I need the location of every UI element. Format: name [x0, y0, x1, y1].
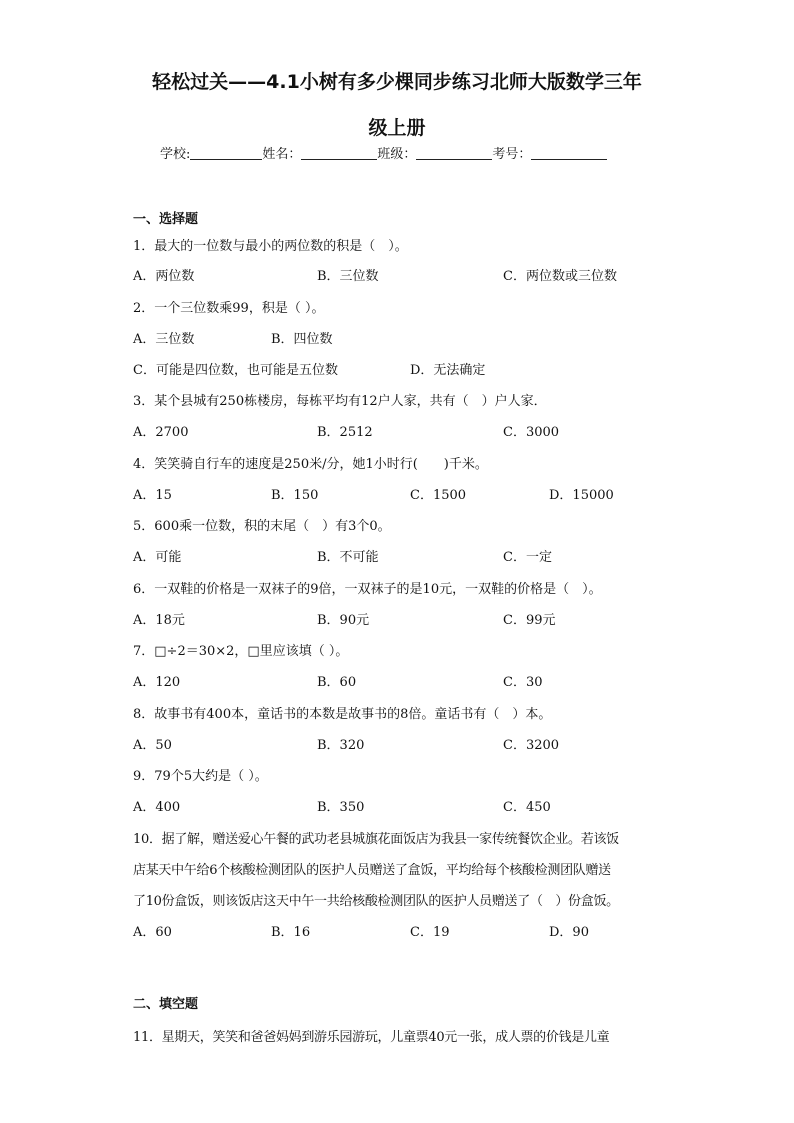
school-field[interactable] — [190, 146, 262, 160]
question-1: 1．最大的一位数与最小的两位数的积是（ ）。 — [133, 239, 408, 254]
q10-option-d[interactable]: D．90 — [549, 925, 589, 940]
class-label: 班级： — [377, 147, 417, 162]
section-choice-title: 一、选择题 — [133, 212, 199, 227]
q2-option-a[interactable]: A．三位数 — [133, 332, 195, 347]
question-3: 3．某个县城有250栋楼房，每栋平均有12户人家，共有（ ）户人家． — [133, 394, 547, 409]
number-field[interactable] — [531, 146, 607, 160]
q2-option-c[interactable]: C．可能是四位数，也可能是五位数 — [133, 363, 338, 378]
q3-option-b[interactable]: B．2512 — [317, 425, 373, 440]
q5-option-a[interactable]: A．可能 — [133, 550, 182, 565]
q1-option-a[interactable]: A．两位数 — [133, 269, 195, 284]
number-label: 考号： — [492, 147, 532, 162]
question-10-line3: 了10份盒饭，则该饭店这天中午一共给核酸检测团队的医护人员赠送了（ ）份盒饭。 — [133, 894, 619, 909]
question-10-line1: 10．据了解，赠送爱心午餐的武功老县城旗花面饭店为我县一家传统餐饮企业。若该饭 — [133, 832, 619, 847]
q9-option-a[interactable]: A．400 — [133, 800, 181, 815]
q5-option-c[interactable]: C．一定 — [503, 550, 552, 565]
q8-option-a[interactable]: A．50 — [133, 738, 172, 753]
q6-option-b[interactable]: B．90元 — [317, 613, 370, 628]
question-11-line1: 11．星期天，笑笑和爸爸妈妈到游乐园游玩，儿童票40元一张，成人票的价钱是儿童 — [133, 1030, 610, 1045]
q8-option-b[interactable]: B．320 — [317, 738, 365, 753]
question-9: 9．79个5大约是（ ）。 — [133, 769, 268, 784]
question-8: 8．故事书有400本，童话书的本数是故事书的8倍。童话书有（ ）本。 — [133, 707, 552, 722]
q1-option-c[interactable]: C．两位数或三位数 — [503, 269, 617, 284]
q4-option-b[interactable]: B．150 — [271, 488, 319, 503]
name-field[interactable] — [301, 146, 377, 160]
q5-option-b[interactable]: B．不可能 — [317, 550, 379, 565]
q10-option-b[interactable]: B．16 — [271, 925, 311, 940]
q10-option-c[interactable]: C．19 — [410, 925, 450, 940]
q7-option-c[interactable]: C．30 — [503, 675, 543, 690]
class-field[interactable] — [416, 146, 492, 160]
q8-option-c[interactable]: C．3200 — [503, 738, 560, 753]
document-title-line2: 级上册 — [368, 117, 426, 139]
student-info-line — [160, 143, 640, 162]
document-title-line1: 轻松过关——4.1小树有多少棵同步练习北师大版数学三年 — [152, 71, 642, 93]
school-label: 学校: — [160, 147, 191, 162]
q3-option-c[interactable]: C．3000 — [503, 425, 560, 440]
q2-option-d[interactable]: D．无法确定 — [410, 363, 486, 378]
q6-option-c[interactable]: C．99元 — [503, 613, 556, 628]
question-5: 5．600乘一位数，积的末尾（ ）有3个0。 — [133, 519, 391, 534]
q9-option-b[interactable]: B．350 — [317, 800, 365, 815]
q4-option-c[interactable]: C．1500 — [410, 488, 467, 503]
question-10-line2: 店某天中午给6个核酸检测团队的医护人员赠送了盒饭，平均给每个核酸检测团队赠送 — [133, 863, 611, 878]
question-2: 2．一个三位数乘99，积是（ ）。 — [133, 301, 325, 316]
question-4: 4．笑笑骑自行车的速度是250米/分，她1小时行( )千米。 — [133, 457, 488, 472]
name-label: 姓名： — [262, 147, 302, 162]
question-6: 6．一双鞋的价格是一双袜子的9倍，一双袜子的是10元，一双鞋的价格是（ ）。 — [133, 582, 602, 597]
section-fill-title: 二、填空题 — [133, 997, 199, 1012]
q1-option-b[interactable]: B．三位数 — [317, 269, 379, 284]
q9-option-c[interactable]: C．450 — [503, 800, 551, 815]
q7-option-a[interactable]: A．120 — [133, 675, 181, 690]
q4-option-a[interactable]: A．15 — [133, 488, 172, 503]
q6-option-a[interactable]: A．18元 — [133, 613, 185, 628]
question-7: 7．□÷2＝30×2，□里应该填（ ）。 — [133, 644, 349, 659]
q3-option-a[interactable]: A．2700 — [133, 425, 189, 440]
q4-option-d[interactable]: D．15000 — [549, 488, 614, 503]
q7-option-b[interactable]: B．60 — [317, 675, 357, 690]
q10-option-a[interactable]: A．60 — [133, 925, 172, 940]
q2-option-b[interactable]: B．四位数 — [271, 332, 333, 347]
